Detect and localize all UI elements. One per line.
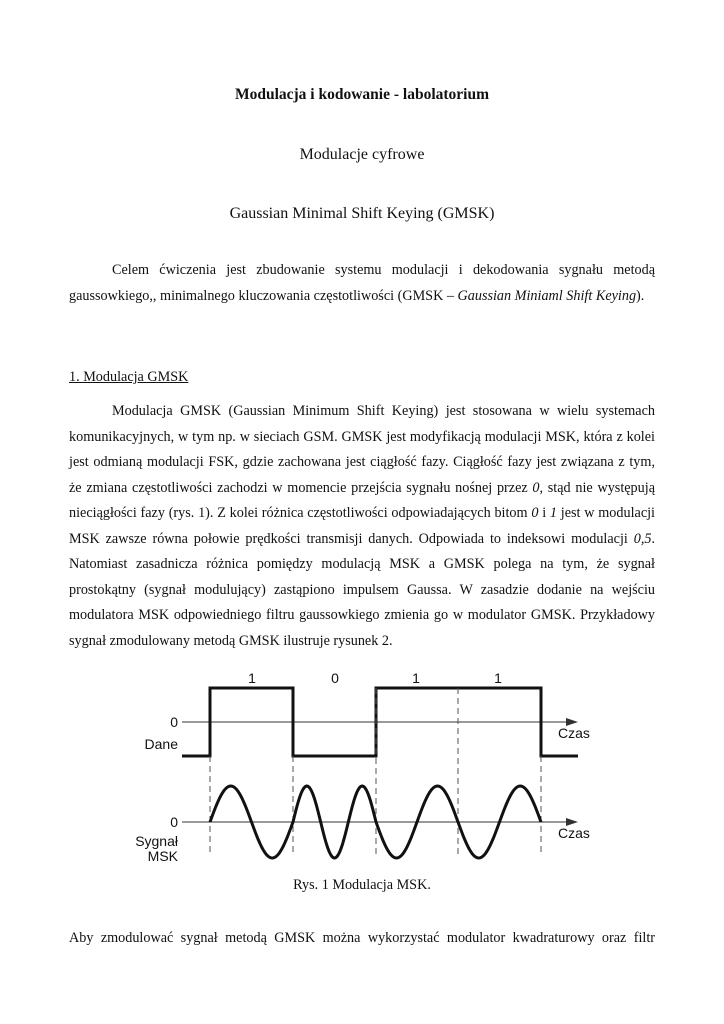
- bit-label-1: 1: [248, 670, 256, 686]
- document-topic: Gaussian Minimal Shift Keying (GMSK): [229, 205, 495, 222]
- intro-paragraph: Celem ćwiczenia jest zbudowanie systemu modulacji i dekodowania sygnału metodą gaussowkiego,, minimalnego kluczowania częstotliwości (GMSK – Gaussian Miniaml Shift Keying).: [69, 262, 655, 304]
- section-paragraph: Modulacja GMSK (Gaussian Minimum Shift Keying) jest stosowana w wielu systemach komunikacyjnych, w tym np. w sieciach GSM. GMSK jest modyfikacją modulacji MSK, która z kolei jest odmianą modulacji FSK, gdzie zachowana jest ciągłość fazy. Ciągłość fazy jest związana z tym, że zmiana częstotliwości zachodzi w momencie przejścia sygnału nośnej przez 0, stąd nie występują nieciągłości fazy (rys. 1). Z kolei różnica częstotliwości odpowiadających bitom 0 i 1 jest w modulacji MSK zawsze równa połowie prędkości transmisji danych. Odpowiada to indeksowi modulacji 0,5. Natomiast zasadnicza różnica pomiędzy modulacją MSK a GMSK polega na tym, że sygnał prostokątny (sygnał modulujący) zastąpiono impulsem Gaussa. W zasadzie dodanie na wejściu modulatora MSK odpowiedniego filtru gaussowkiego zmienia go w modulator GMSK. Przykładowy sygnał zmodulowany metodą GMSK ilustruje rysunek 2.: [69, 403, 655, 649]
- bit-label-4: 1: [494, 670, 502, 686]
- signal-axis-label-line1: Sygnał: [135, 833, 178, 849]
- document-subtitle: Modulacje cyfrowe: [299, 146, 425, 163]
- signal-time-label: Czas: [558, 825, 590, 841]
- closing-paragraph: Aby zmodulować sygnał metodą GMSK można wykorzystać modulator kwadraturowy oraz filtr: [69, 930, 655, 946]
- bit-label-2: 0: [331, 670, 339, 686]
- data-time-label: Czas: [558, 725, 590, 741]
- data-zero-label: 0: [170, 714, 178, 730]
- signal-axis-label-line2: MSK: [147, 848, 178, 864]
- document-title: Modulacja i kodowanie - labolatorium: [234, 86, 490, 103]
- data-axis-label: Dane: [144, 736, 178, 752]
- signal-zero-label: 0: [170, 814, 178, 830]
- figure-caption: Rys. 1 Modulacja MSK.: [293, 877, 431, 893]
- section-heading: 1. Modulacja GMSK: [69, 369, 189, 385]
- msk-modulation-figure: [0, 660, 724, 870]
- bit-label-3: 1: [412, 670, 420, 686]
